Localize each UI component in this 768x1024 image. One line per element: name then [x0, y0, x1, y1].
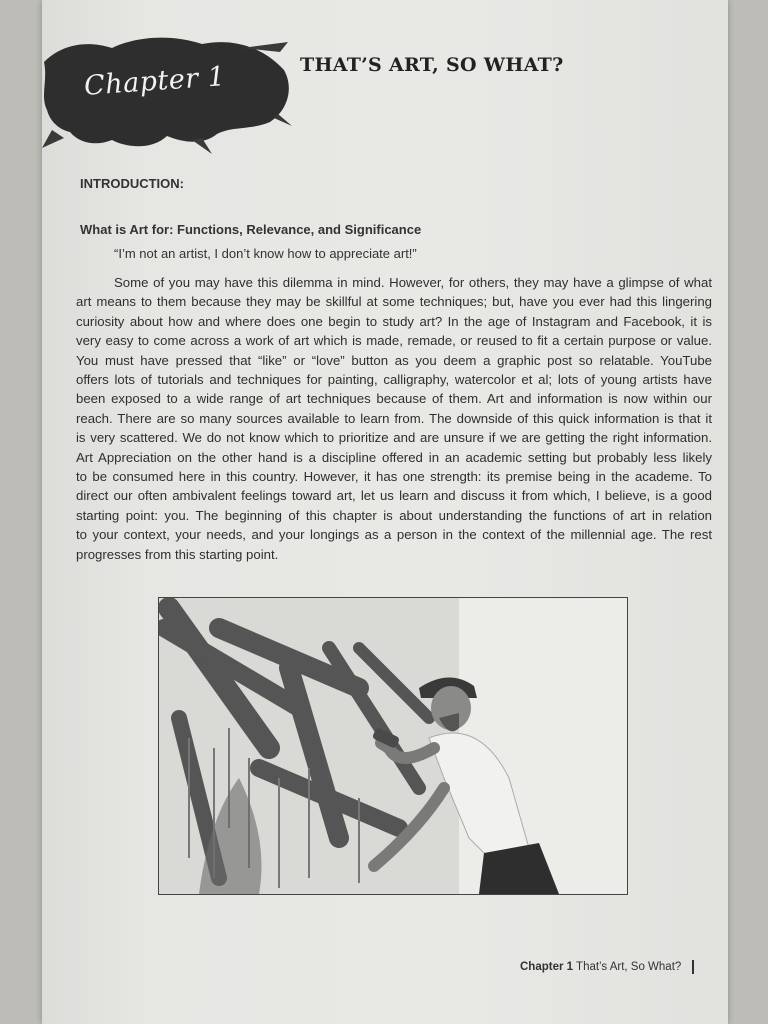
body-line: is very scattered. We do not know which to prioritize and are unsure if we are getting the right information. — [76, 430, 712, 446]
body-line: reach. There are so many sources available to learn from. The downside of this quick information is that it — [76, 410, 712, 426]
footer-divider — [692, 960, 694, 974]
footer-chapter: Chapter 1 — [520, 961, 574, 973]
graffiti-artist-illustration — [159, 598, 627, 894]
body-line: curiosity about how and where does one begin to study art? In the age of Instagram and Facebook, it is — [76, 313, 712, 329]
body-line: You must have pressed that “like” or “love” button as you deem a graphic post so relatable. YouTube — [76, 352, 712, 368]
body-line: starting point: you. The beginning of this chapter is about understanding the functions of art in relation — [76, 507, 712, 523]
chapter-title: THAT’S ART, SO WHAT? — [300, 54, 564, 76]
footer-title: That’s Art, So What? — [576, 961, 682, 973]
body-line: direct our often ambivalent feelings toward art, let us learn and discuss it from which, I believe, is a good — [76, 488, 712, 504]
book-page — [42, 0, 728, 1024]
body-line: been exposed to a wide range of art techniques because of them. Art and information is now within our — [76, 391, 712, 407]
body-paragraph — [76, 273, 712, 564]
graffiti-artist-photo — [158, 597, 628, 895]
body-line: art means to them because they may be skillful at some techniques; but, have you ever had this lingering — [76, 294, 712, 310]
body-line: Art Appreciation on the other hand is a discipline offered in an academic setting but probably less likely — [76, 449, 712, 465]
body-line: to your context, your needs, and your longings as a person in the context of the millennial age. The rest — [76, 527, 712, 543]
page-footer — [520, 961, 681, 973]
body-line: Some of you may have this dilemma in mind. However, for others, they may have a glimpse of what — [114, 275, 712, 290]
introduction-heading: INTRODUCTION: — [80, 176, 184, 191]
chapter-label: Chapter 1 — [83, 61, 227, 102]
section-subheading: What is Art for: Functions, Relevance, and Significance — [80, 222, 422, 237]
opening-quote: “I’m not an artist, I don’t know how to appreciate art!” — [114, 246, 417, 261]
body-line: very easy to come across a work of art which is made, remade, or reused to fit a certain purpose or value. — [76, 333, 712, 349]
body-line: offers lots of tutorials and techniques for painting, calligraphy, watercolor et al; lots of young artists have — [76, 372, 712, 388]
body-line: progresses from this starting point. — [76, 546, 279, 562]
body-line: to be consumed here in this country. However, it has one strength: its premise being in the academe. To — [76, 469, 712, 485]
